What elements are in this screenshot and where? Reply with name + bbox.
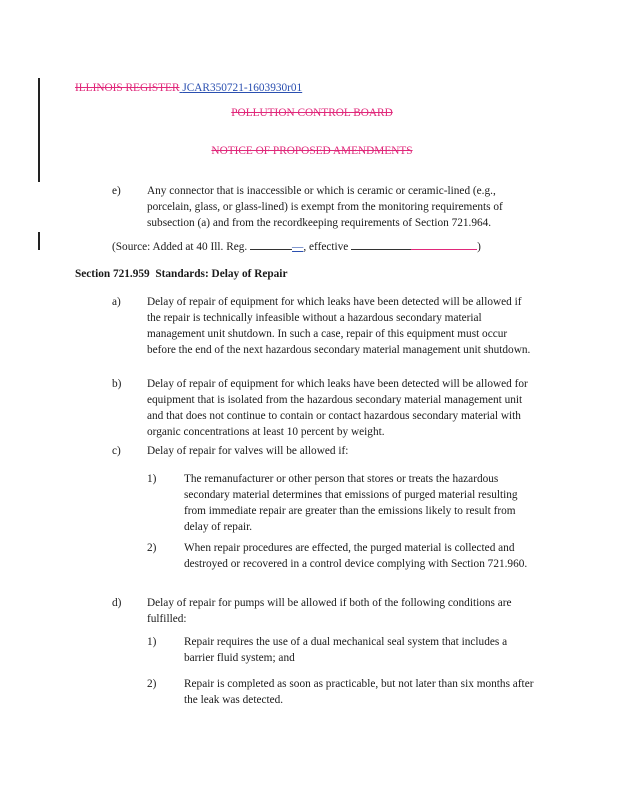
item-c1-text: The remanufacturer or other person that stores or treats the hazardous secondary material determines that emissions of purged material resulting from immediate repair are greater than the emissions likely to result from delay of repair. xyxy=(184,473,518,533)
item-e-text: Any connector that is inaccessible or which is ceramic or ceramic-lined (e.g., porcelain, glass, or glass-lined) is exempt from the monitoring requirements of subsection (a) and from the recordkeeping requirements of Section 721.964. xyxy=(147,185,503,229)
item-c-text: Delay of repair for valves will be allowed if: xyxy=(147,445,349,457)
register-header xyxy=(75,82,302,94)
item-a-text: Delay of repair of equipment for which leaks have been detected will be allowed if the repair is technically infeasible without a hazardous secondary material management unit shutdown. In such a case, repair of this equipment must occur before the end of the next hazardous secondary material management unit shutdown. xyxy=(147,296,531,356)
item-d-label: d) xyxy=(112,597,122,609)
item-c2-text: When repair procedures are effected, the purged material is collected and destroyed or recovered in a control device complying with Section 721.960. xyxy=(184,542,528,570)
item-d2-text: Repair is completed as soon as practicable, but not later than six months after the leak was detected. xyxy=(184,678,534,706)
source-prefix: (Source: Added at 40 Ill. Reg. xyxy=(112,241,251,253)
item-b-text: Delay of repair of equipment for which leaks have been detected will be allowed for equipment that is isolated from the hazardous secondary material management unit and that does not continue to contain or contact hazardous secondary material with organic concentrations at least 10 percent by weight. xyxy=(147,378,528,438)
item-c1-label: 1) xyxy=(147,473,157,485)
source-dash: — xyxy=(292,241,304,253)
item-a-label: a) xyxy=(112,296,121,308)
register-inserted-text: JCAR350721-1603930r01 xyxy=(182,82,303,94)
notice-title: NOTICE OF PROPOSED AMENDMENTS xyxy=(211,145,413,157)
source-suffix: ) xyxy=(477,241,481,253)
item-b-label: b) xyxy=(112,378,122,390)
source-blank-1 xyxy=(250,238,292,250)
board-title: POLLUTION CONTROL BOARD xyxy=(231,107,393,119)
source-blank-2 xyxy=(351,238,411,250)
item-c2-label: 2) xyxy=(147,542,157,554)
section-heading xyxy=(75,266,287,282)
item-d1-label: 1) xyxy=(147,636,157,648)
source-middle: , effective xyxy=(303,241,352,253)
item-d-text: Delay of repair for pumps will be allowed if both of the following conditions are fulfilled: xyxy=(147,597,512,625)
source-line xyxy=(112,238,481,255)
item-c-label: c) xyxy=(112,445,121,457)
item-d2-label: 2) xyxy=(147,678,157,690)
item-e-label: e) xyxy=(112,185,121,197)
section-number: Section 721.959 xyxy=(75,268,150,280)
change-bar-header xyxy=(38,78,40,182)
item-d1-text: Repair requires the use of a dual mechanical seal system that includes a barrier fluid system; and xyxy=(184,636,508,664)
source-blank-3 xyxy=(411,238,477,250)
change-bar-source xyxy=(38,232,40,250)
section-title: Standards: Delay of Repair xyxy=(155,268,288,280)
register-deleted-text: ILLINOIS REGISTER xyxy=(75,82,180,94)
